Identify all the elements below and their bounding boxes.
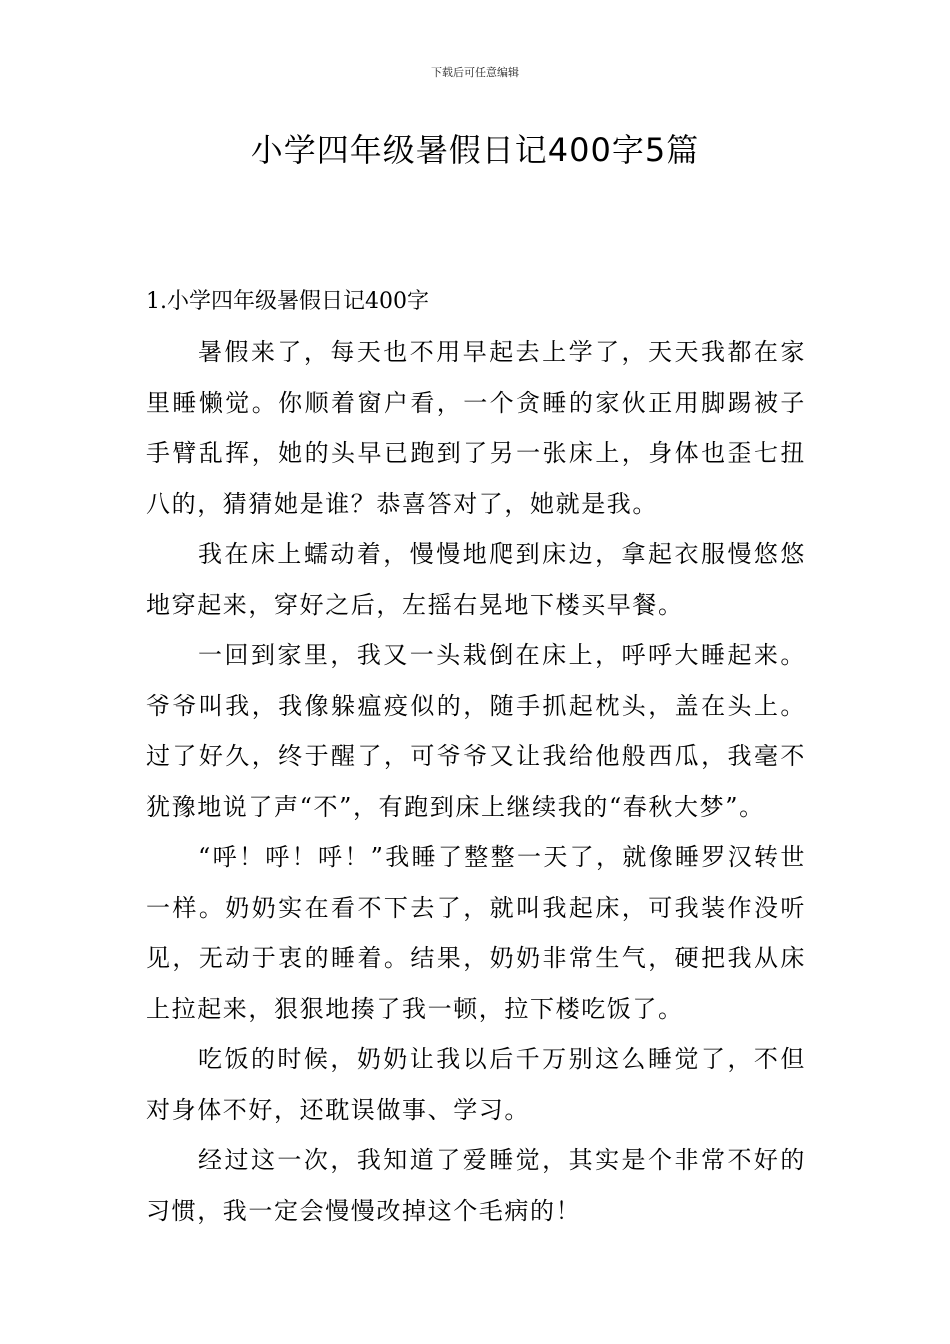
paragraph: 我在床上蠕动着，慢慢地爬到床边，拿起衣服慢悠悠地穿起来，穿好之后，左摇右晃地下楼买早餐。 xyxy=(146,540,806,619)
header-note: 下载后可任意编辑 xyxy=(431,66,519,79)
paragraph: 吃饭的时候，奶奶让我以后千万别这么睡觉了，不但对身体不好，还耽误做事、学习。 xyxy=(146,1045,806,1124)
paragraph: 一回到家里，我又一头栽倒在床上，呼呼大睡起来。爷爷叫我，我像躲瘟疫似的，随手抓起枕头，盖在头上。过了好久，终于醒了，可爷爷又让我给他般西瓜，我毫不犹豫地说了声“不”，有跑到床上继续我的“春秋大梦”。 xyxy=(146,641,806,821)
paragraph: 暑假来了，每天也不用早起去上学了，天天我都在家里睡懒觉。你顺着窗户看，一个贪睡的家伙正用脚踢被子手臂乱挥，她的头早已跑到了另一张床上，身体也歪七扭八的，猜猜她是谁？恭喜答对了，她就是我。 xyxy=(146,338,806,518)
paragraph: 经过这一次，我知道了爱睡觉，其实是个非常不好的习惯，我一定会慢慢改掉这个毛病的！ xyxy=(146,1146,806,1225)
paragraph: “呼！呼！呼！”我睡了整整一天了，就像睡罗汉转世一样。奶奶实在看不下去了，就叫我起床，可我装作没听见，无动于衷的睡着。结果，奶奶非常生气，硬把我从床上拉起来，狠狠地揍了我一顿，拉下楼吃饭了。 xyxy=(146,843,806,1023)
document-title: 小学四年级暑假日记400字5篇 xyxy=(250,131,700,169)
section-heading: 1.小学四年级暑假日记400字 xyxy=(146,289,429,314)
document-body xyxy=(146,277,806,1236)
